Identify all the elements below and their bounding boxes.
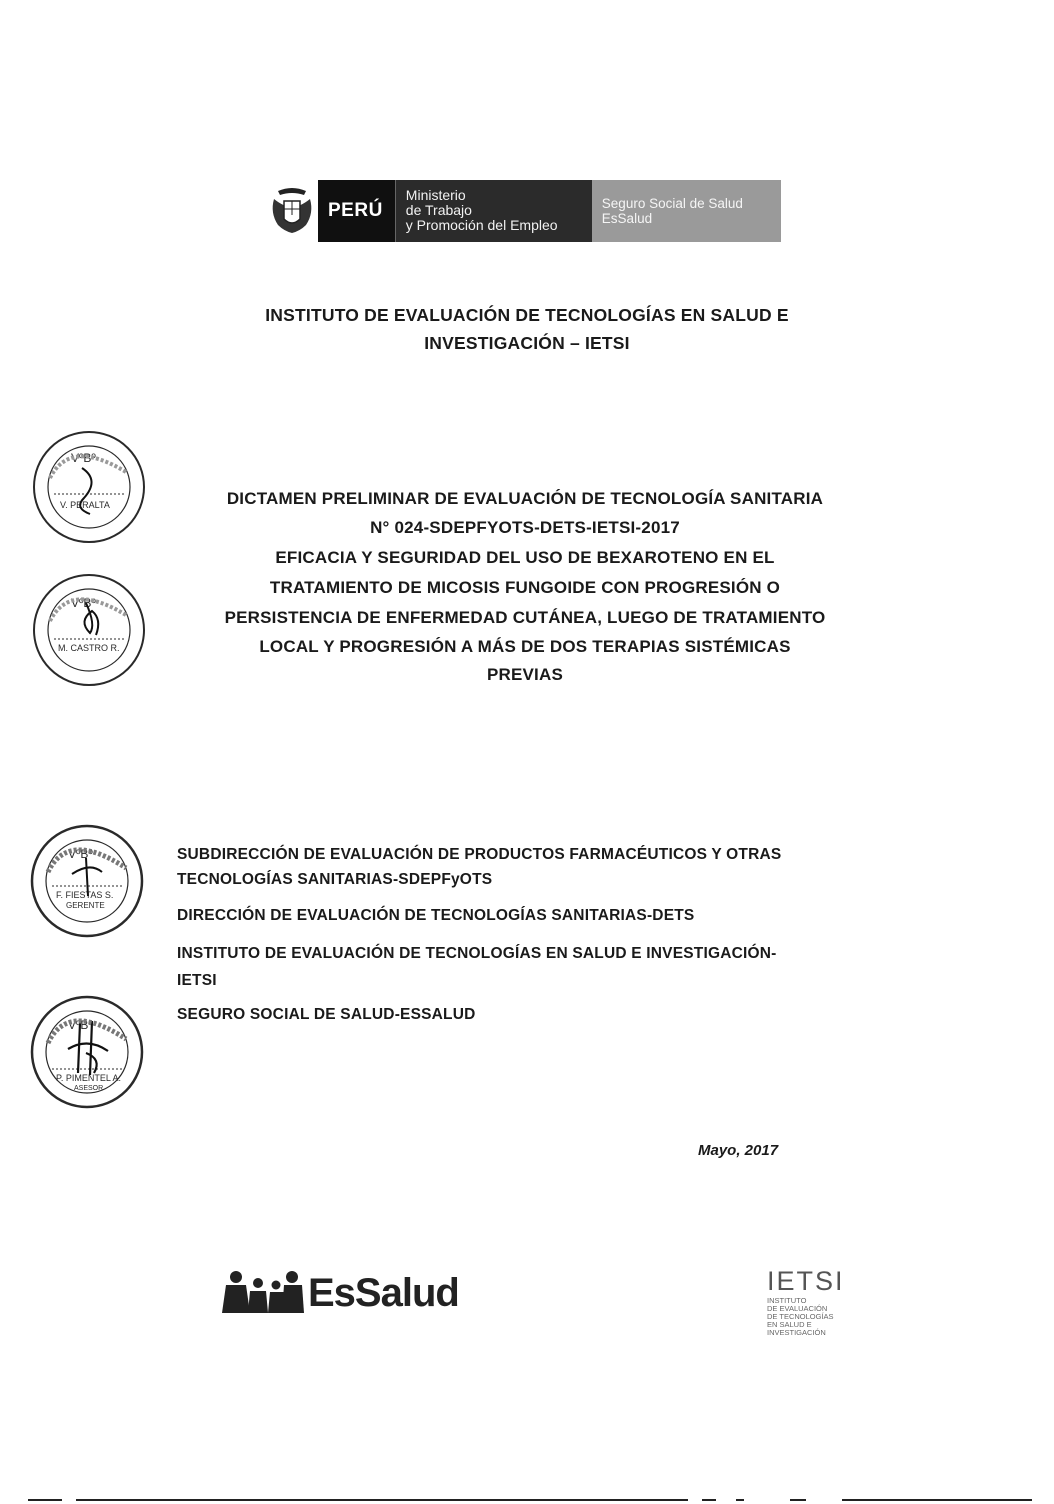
ietsi-subtext-line: DE TECNOLOGÍAS (767, 1312, 834, 1321)
directorate-line: SUBDIRECCIÓN DE EVALUACIÓN DE PRODUCTOS FARMACÉUTICOS Y OTRAS (177, 846, 782, 863)
institute-title-line: INVESTIGACIÓN – IETSI (424, 333, 630, 353)
dictamen-subject-line: TRATAMIENTO DE MICOSIS FUNGOIDE CON PROGRESIÓN O (269, 578, 781, 597)
dictamen-subject-line: EFICACIA Y SEGURIDAD DEL USO DE BEXAROTENO EN EL (275, 548, 775, 567)
agency-line: Seguro Social de Salud (601, 196, 743, 211)
approval-stamp-pimentel (28, 993, 146, 1111)
ministry-block (395, 180, 592, 242)
ministry-line: y Promoción del Empleo (405, 217, 558, 233)
institute-title-line: INSTITUTO DE EVALUACIÓN DE TECNOLOGÍAS EN SALUD E (265, 305, 789, 325)
dictamen-subject-line: PERSISTENCIA DE ENFERMEDAD CUTÁNEA, LUEGO DE TRATAMIENTO (224, 608, 826, 627)
stamp-name: M. CASTRO R. (58, 643, 120, 653)
ietsi-subtext-line: EN SALUD E (767, 1320, 812, 1329)
ietsi-subtext-line: INSTITUTO (767, 1296, 807, 1305)
agency-line: EsSalud (601, 211, 653, 226)
bottom-rule (76, 1499, 688, 1501)
peru-block (318, 180, 395, 242)
bottom-rule (790, 1499, 806, 1501)
ministry-line: de Trabajo (405, 202, 472, 218)
dictamen-subject-line: LOCAL Y PROGRESIÓN A MÁS DE DOS TERAPIAS SISTÉMICAS (259, 637, 791, 656)
dictamen-subject-line: PREVIAS (486, 665, 564, 684)
coat-of-arms-icon (266, 180, 318, 242)
bottom-rule (702, 1499, 716, 1501)
directorate-line: SEGURO SOCIAL DE SALUD-ESSALUD (177, 1006, 476, 1023)
directorate-line: DIRECCIÓN DE EVALUACIÓN DE TECNOLOGÍAS SANITARIAS-DETS (177, 907, 695, 924)
ministry-line: Ministerio (405, 187, 466, 203)
approval-stamp-peralta (30, 428, 148, 546)
ietsi-logo-text: IETSI (767, 1266, 845, 1296)
stamp-role: ASESOR (74, 1085, 104, 1092)
approval-stamp-castro (30, 571, 148, 689)
stamp-vobo: VºBº (68, 1018, 93, 1032)
dictamen-number: N° 024-SDEPFYOTS-DETS-IETSI-2017 (370, 518, 680, 537)
document-date: Mayo, 2017 (698, 1142, 779, 1159)
essalud-logo-text: EsSalud (308, 1270, 459, 1315)
bottom-rule (28, 1499, 62, 1501)
essalud-logo (222, 1263, 472, 1323)
stamp-name: F. FIESTAS S. (56, 890, 114, 900)
dictamen-title: DICTAMEN PRELIMINAR DE EVALUACIÓN DE TECNOLOGÍA SANITARIA (226, 489, 824, 508)
country-label: PERÚ (328, 200, 383, 221)
stamp-role: GERENTE (66, 901, 105, 910)
stamp-name: P. PIMENTEL A. (56, 1073, 122, 1083)
bottom-rule (842, 1499, 1032, 1501)
approval-stamp-fiestas (28, 822, 146, 940)
ietsi-logo (767, 1268, 877, 1337)
ietsi-subtext-line: INVESTIGACIÓN (767, 1328, 826, 1337)
ietsi-subtext-line: DE EVALUACIÓN (767, 1304, 828, 1313)
ietsi-logo-subtext (767, 1297, 877, 1337)
stamp-name: V. PERALTA (60, 500, 110, 510)
directorate-line: INSTITUTO DE EVALUACIÓN DE TECNOLOGÍAS EN SALUD E INVESTIGACIÓN- (177, 945, 777, 962)
government-banner (266, 180, 781, 242)
directorate-line: TECNOLOGÍAS SANITARIAS-SDEPFyOTS (177, 871, 493, 888)
stamp-vobo: VºBº (71, 451, 96, 465)
family-icon (222, 1269, 304, 1317)
stamp-vobo: VºBº (71, 596, 96, 610)
agency-block (592, 180, 781, 242)
stamp-vobo: VºBº (68, 847, 93, 861)
directorate-line: IETSI (177, 972, 217, 989)
bottom-rule (736, 1499, 744, 1501)
